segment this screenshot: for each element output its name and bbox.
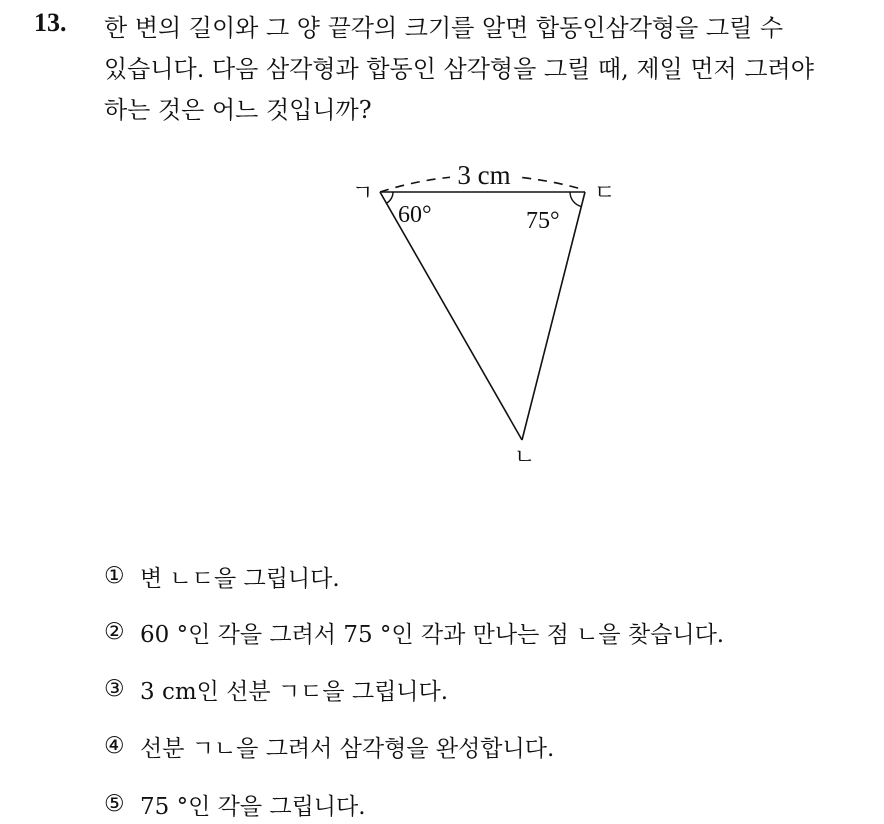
choice-5-text: 75 °인 각을 그립니다. (140, 793, 366, 820)
vertex-label-top-right: ㄷ (594, 181, 616, 206)
angle-label-right: 75° (526, 208, 560, 234)
vertex-label-top-left: ㄱ (352, 181, 374, 206)
choice-4[interactable] (104, 726, 554, 766)
question-number: 13. (34, 8, 67, 37)
angle-arc-right (570, 192, 581, 207)
choice-2-marker: ② (104, 619, 125, 645)
choice-1[interactable] (104, 556, 340, 596)
choice-4-text: 선분 ㄱㄴ을 그려서 삼각형을 완성합니다. (140, 735, 555, 762)
angle-label-left: 60° (398, 202, 432, 228)
choice-3-marker: ③ (104, 676, 125, 702)
choice-2-text: 60 °인 각을 그려서 75 °인 각과 만나는 점 ㄴ을 찾습니다. (140, 621, 725, 648)
choice-3[interactable] (104, 669, 448, 709)
triangle-figure (350, 150, 630, 470)
side-length-label: 3 cm (457, 160, 511, 190)
choice-3-text: 3 cm인 선분 ㄱㄷ을 그립니다. (140, 678, 449, 705)
angle-arc-left (387, 192, 394, 203)
choice-4-marker: ④ (104, 733, 125, 759)
choice-5[interactable] (104, 784, 366, 824)
choice-5-marker: ⑤ (104, 791, 125, 817)
vertex-label-bottom: ㄴ (514, 445, 536, 470)
choice-1-text: 변 ㄴㄷ을 그립니다. (140, 565, 340, 592)
side-left (380, 192, 522, 440)
question-line-1: 한 변의 길이와 그 양 끝각의 크기를 알면 합동인삼각형을 그릴 수 (104, 14, 784, 42)
choice-1-marker: ① (104, 563, 125, 589)
choice-2[interactable] (104, 612, 724, 652)
question-line-2: 있습니다. 다음 삼각형과 합동인 삼각형을 그릴 때, 제일 먼저 그려야 (104, 55, 814, 83)
triangle-diagram (350, 150, 630, 470)
question-text (104, 8, 874, 131)
question-line-3: 하는 것은 어느 것입니까? (104, 96, 372, 124)
